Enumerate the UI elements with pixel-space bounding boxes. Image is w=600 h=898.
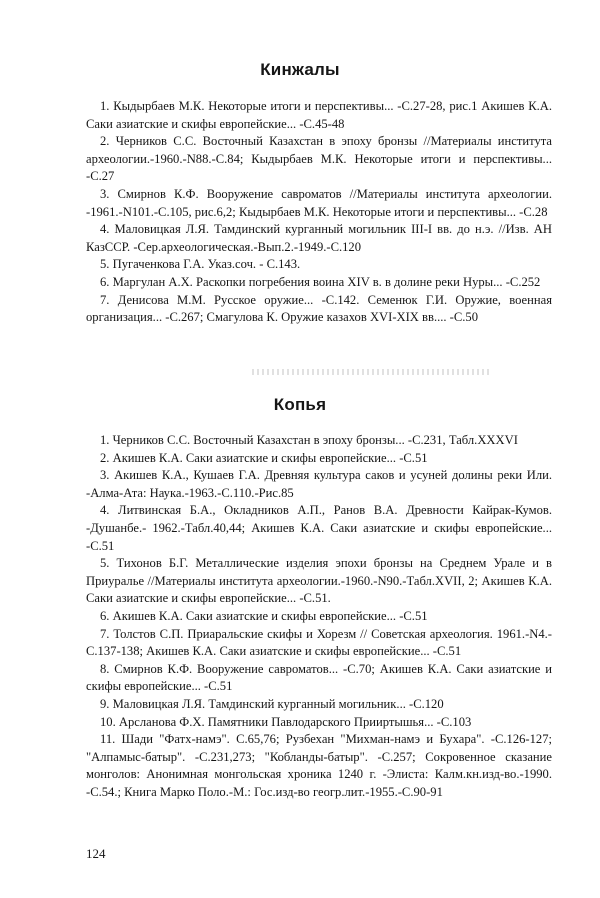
section-title-spears: Копья xyxy=(273,395,327,414)
note-entry: 1. Черников С.С. Восточный Казахстан в эпоху бронзы... -С.231, Табл.XXXVI xyxy=(100,433,518,447)
note-entry: 11. Шади "Фатх-намэ". С.65,76; Рузбехан "Михман-намэ и Бухара". -С.126-127; "Алпамыс-батыр". -С.231,273; "Кобланды-батыр". -С.257; Сокровенное сказание монголов: Анонимная монгольская хроника 1240 г. -Элиста: Калм.кн.изд-во.-1990. -С.54.; Книга Марко Поло.-М.: Гос.изд-во геогр.лит.-1955.-С.90-91 xyxy=(86,732,552,799)
note-entry: 5. Пугаченкова Г.А. Указ.соч. - С.143. xyxy=(100,257,301,272)
note-entry: 2. Черников С.С. Восточный Казахстан в эпоху бронзы //Материалы института археологии.-1960.-N88.-С.84; Кыдырбаев М.К. Некоторые итоги и перспективы... -С.27 xyxy=(86,134,552,184)
note-entry: 7. Толстов С.П. Приаральские скифы и Хорезм // Советская археология. 1961.-N4.-С.137-138; Акишев К.А. Саки азиатские и скифы европейские... -С.51 xyxy=(86,626,552,659)
note-entry: 2. Акишев К.А. Саки азиатские и скифы европейские... -С.51 xyxy=(100,450,428,465)
note-entry: 6. Акишев К.А. Саки азиатские и скифы европейские... -С.51 xyxy=(100,608,428,623)
page-number: 124 xyxy=(86,846,106,861)
notes-list-daggers xyxy=(86,98,552,327)
note-entry: 4. Маловицкая Л.Я. Тамдинский курганный могильник III-I вв. до н.э. //Изв. АН КазССР. -Сер.археологическая.-Вып.2.-1949.-С.120 xyxy=(86,222,552,254)
note-entry: 3. Смирнов К.Ф. Вооружение савроматов //Материалы института археологии. -1961.-N101.-С.105, рис.6,2; Кыдырбаев М.К. Некоторые итоги и перспективы... -С.28 xyxy=(86,186,552,219)
note-entry: 4. Литвинская Б.А., Окладников А.П., Ранов В.А. Древности Кайрак-Кумов. -Душанбе.- 1962.-Табл.40,44; Акишев К.А. Саки азиатские и скифы европейские... -С.51 xyxy=(86,503,552,553)
note-entry: 7. Денисова М.М. Русское оружие... -С.142. Семенюк Г.И. Оружие, военная организация... -С.267; Смагулова К. Оружие казахов XVI-XIX вв.... -С.50 xyxy=(86,292,552,325)
notes-list-spears xyxy=(86,432,552,801)
note-entry: 5. Тихонов Б.Г. Металлические изделия эпохи бронзы на Среднем Урале и в Приуралье //Материалы института археологии.-1960.-N90.-Табл.XVII, 2; Акишев К.А. Саки азиатские и скифы европейские... -С.51. xyxy=(86,556,552,606)
note-entry: 9. Маловицкая Л.Я. Тамдинский курганный могильник... -С.120 xyxy=(100,696,444,711)
section-title-daggers: Кинжалы xyxy=(260,60,340,79)
note-entry: 1. Кыдырбаев М.К. Некоторые итоги и перспективы... -С.27-28, рис.1 Акишев К.А. Саки азиатские и скифы европейские... -С.45-48 xyxy=(86,99,552,131)
note-entry: 8. Смирнов К.Ф. Вооружение савроматов... -С.70; Акишев К.А. Саки азиатские и скифы европейские... -С.51 xyxy=(86,661,552,694)
scan-smudge xyxy=(252,369,490,375)
note-entry: 6. Маргулан А.Х. Раскопки погребения воина XIV в. в долине реки Нуры... -С.252 xyxy=(100,274,541,289)
note-entry: 3. Акишев К.А., Кушаев Г.А. Древняя культура саков и усуней долины реки Или. -Алма-Ата: Наука.-1963.-С.110.-Рис.85 xyxy=(86,468,552,500)
note-entry: 10. Арсланова Ф.Х. Памятники Павлодарского Прииртышья... -С.103 xyxy=(100,714,472,729)
